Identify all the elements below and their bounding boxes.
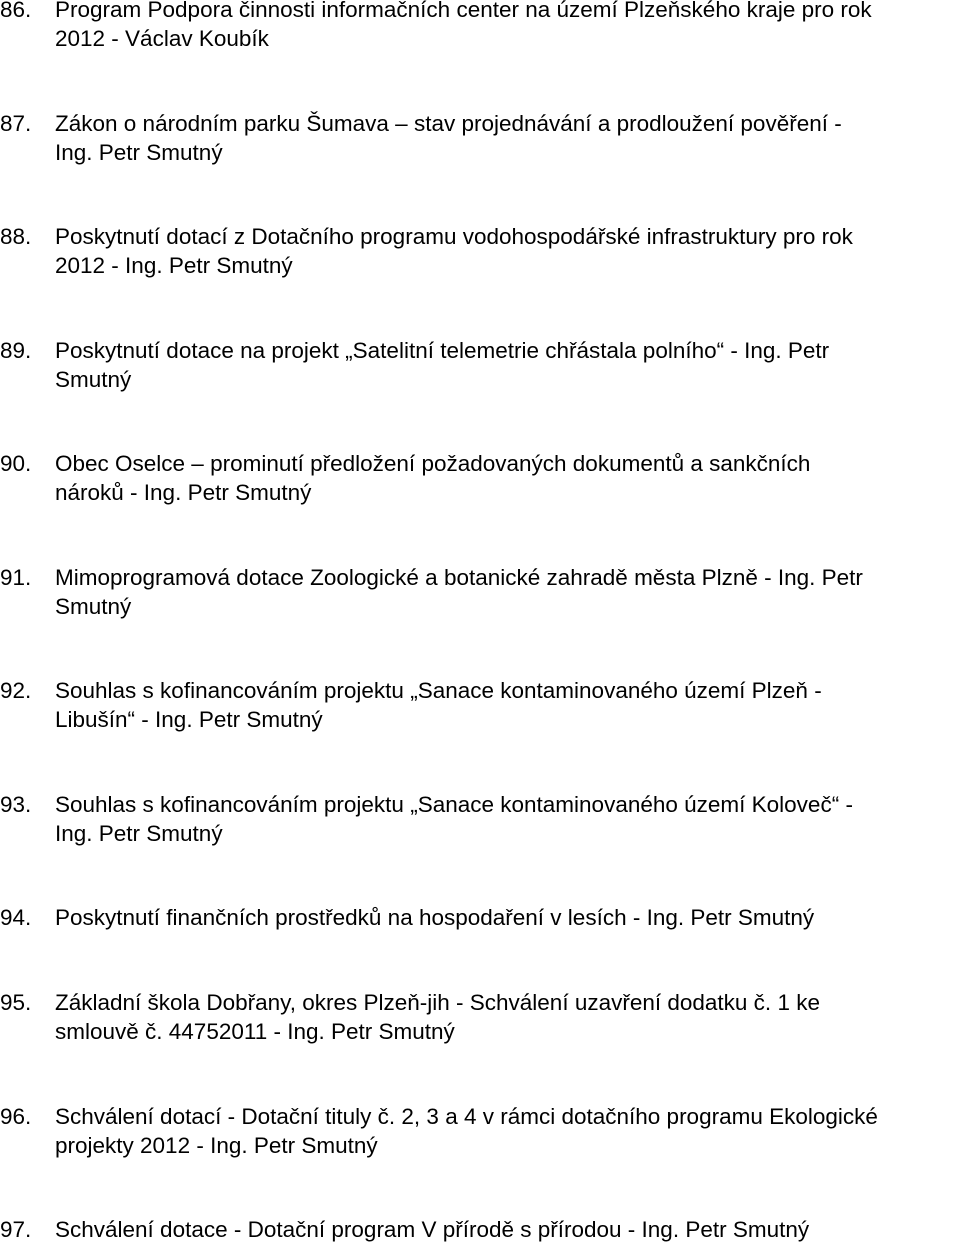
item-text: Poskytnutí dotací z Dotačního programu vodohospodářské infrastruktury pro rok 2012 - Ing. Petr Smutný (55, 224, 853, 278)
item-number: 89. (0, 338, 32, 363)
item-text: Program Podpora činnosti informačních center na území Plzeňského kraje pro rok 2012 - Václav Koubík (55, 0, 872, 51)
item-text: Mimoprogramová dotace Zoologické a botanické zahradě města Plzně - Ing. Petr Smutný (55, 565, 863, 619)
item-text: Schválení dotací - Dotační tituly č. 2, 3 a 4 v rámci dotačního programu Ekologické projekty 2012 - Ing. Petr Smutný (55, 1104, 878, 1158)
list-item (0, 450, 960, 507)
item-text: Poskytnutí finančních prostředků na hospodaření v lesích - Ing. Petr Smutný (55, 905, 815, 930)
item-number: 95. (0, 990, 32, 1015)
item-number: 92. (0, 678, 32, 703)
item-number: 96. (0, 1104, 32, 1129)
item-text: Základní škola Dobřany, okres Plzeň-jih - Schválení uzavření dodatku č. 1 ke smlouvě č. 44752011 - Ing. Petr Smutný (55, 990, 820, 1044)
list-item (0, 904, 960, 933)
item-number: 91. (0, 565, 32, 590)
list-item (0, 1216, 960, 1245)
item-text: Souhlas s kofinancováním projektu „Sanace kontaminovaného území Plzeň - Libušín“ - Ing. Petr Smutný (55, 678, 822, 732)
list-item (0, 337, 960, 394)
item-text: Zákon o národním parku Šumava – stav projednávání a prodloužení pověření - Ing. Petr Smutný (55, 111, 842, 165)
list-item (0, 110, 960, 167)
item-number: 94. (0, 905, 32, 930)
list-item (0, 564, 960, 621)
item-text: Obec Oselce – prominutí předložení požadovaných dokumentů a sankčních nároků - Ing. Petr Smutný (55, 451, 811, 505)
list-item (0, 223, 960, 280)
list-item (0, 0, 960, 53)
item-number: 87. (0, 111, 32, 136)
list-item (0, 989, 960, 1046)
list-item (0, 791, 960, 848)
item-number: 93. (0, 792, 32, 817)
item-number: 97. (0, 1217, 32, 1242)
item-text: Schválení dotace - Dotační program V přírodě s přírodou - Ing. Petr Smutný (55, 1217, 810, 1242)
list-item (0, 1103, 960, 1160)
item-number: 86. (0, 0, 32, 22)
item-text: Souhlas s kofinancováním projektu „Sanace kontaminovaného území Koloveč“ - Ing. Petr Smutný (55, 792, 853, 846)
list-item (0, 677, 960, 734)
item-number: 88. (0, 224, 32, 249)
item-text: Poskytnutí dotace na projekt „Satelitní telemetrie chřástala polního“ - Ing. Petr Smutný (55, 338, 830, 392)
item-number: 90. (0, 451, 32, 476)
